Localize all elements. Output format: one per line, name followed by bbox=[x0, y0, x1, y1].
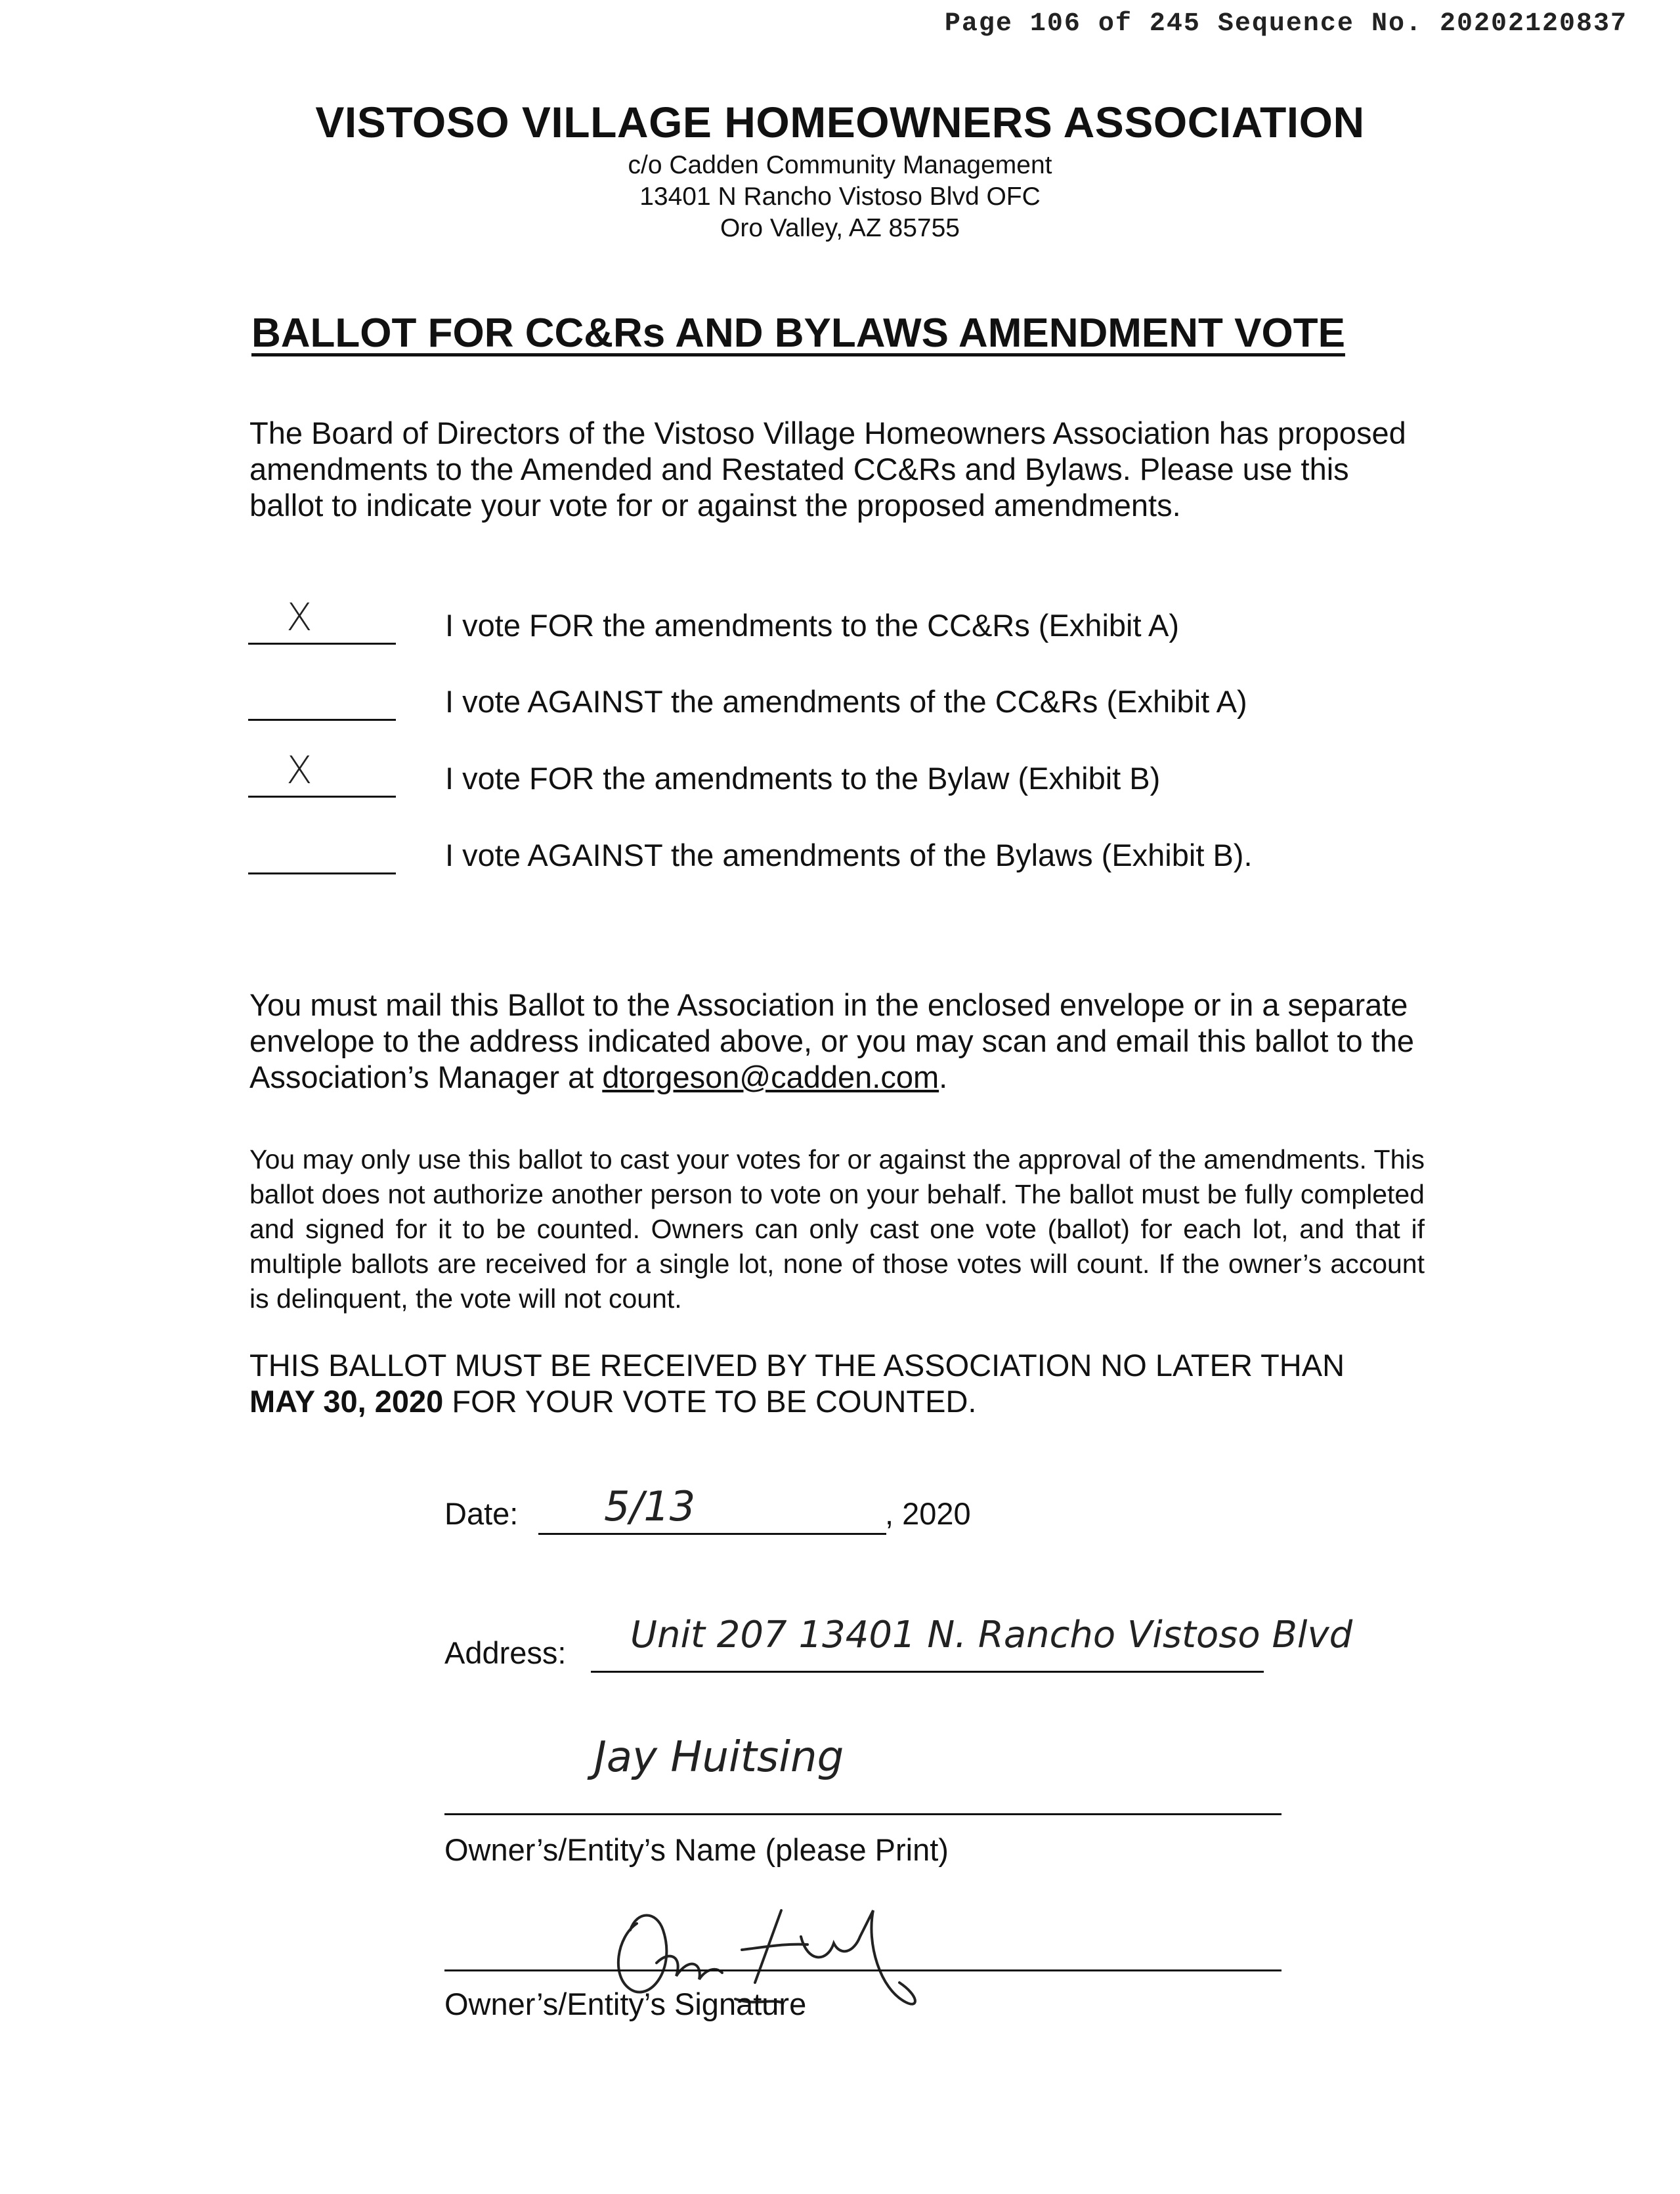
vote-option-label: I vote FOR the amendments to the CC&Rs (Exhibit A) bbox=[445, 608, 1179, 643]
signature-field[interactable] bbox=[444, 1969, 1282, 1971]
date-handwritten-value: 5/13 bbox=[604, 1482, 696, 1530]
date-field[interactable] bbox=[538, 1533, 886, 1535]
address-line-care-of: c/o Cadden Community Management bbox=[628, 151, 1052, 179]
address-handwritten-value: Unit 207 13401 N. Rancho Vistoso Blvd bbox=[630, 1614, 1353, 1656]
mail-instructions-text: You must mail this Ballot to the Association in the enclosed envelope or in a separate envelope to the address indicated above, or you may scan and email this ballot to the Association’s Manager at bbox=[249, 987, 1415, 1094]
vote-option-against-bylaws[interactable] bbox=[248, 828, 1430, 874]
vote-checkline[interactable] bbox=[248, 756, 396, 798]
vote-option-for-bylaws[interactable] bbox=[248, 748, 1430, 798]
vote-option-against-ccrs[interactable] bbox=[248, 675, 1430, 721]
association-title: VISTOSO VILLAGE HOMEOWNERS ASSOCIATION bbox=[315, 98, 1365, 146]
vote-option-label: I vote AGAINST the amendments of the CC&Rs (Exhibit A) bbox=[445, 684, 1247, 719]
manager-email-link[interactable]: dtorgeson@cadden.com bbox=[602, 1060, 939, 1094]
owner-name-field[interactable] bbox=[444, 1813, 1282, 1815]
date-year: , 2020 bbox=[885, 1496, 971, 1531]
vote-option-label: I vote FOR the amendments to the Bylaw (Exhibit B) bbox=[445, 761, 1161, 796]
mail-instructions-end: . bbox=[939, 1060, 948, 1094]
vote-mark: X bbox=[286, 748, 312, 792]
vote-option-label: I vote AGAINST the amendments of the Bylaws (Exhibit B). bbox=[445, 838, 1253, 872]
owner-name-handwritten-value: Jay Huitsing bbox=[594, 1733, 844, 1782]
mail-instructions bbox=[249, 987, 1425, 1095]
intro-paragraph: The Board of Directors of the Vistoso Village Homeowners Association has proposed amendments to the Amended and Restated CC&Rs and Bylaws. Please use this ballot to indicate your vote for or against the proposed amendments. bbox=[249, 416, 1406, 523]
address-field[interactable] bbox=[591, 1671, 1264, 1673]
address-line-street: 13401 N Rancho Vistoso Blvd OFC bbox=[639, 183, 1041, 211]
voting-rules: You may only use this ballot to cast your votes for or against the approval of the amendments. This ballot does not authorize another person to vote on your behalf. The ballot must be fully completed and signed for it to be counted. Owners can only cast one vote (ballot) for each lot, and that if multiple ballots are received for a single lot, none of those votes will count. If the owner’s account is delinquent, the vote will not count. bbox=[249, 1144, 1425, 1314]
vote-checkline[interactable] bbox=[248, 833, 396, 874]
deadline-line-2: FOR YOUR VOTE TO BE COUNTED. bbox=[443, 1384, 977, 1419]
address-line-city: Oro Valley, AZ 85755 bbox=[720, 214, 960, 242]
deadline-line-1: THIS BALLOT MUST BE RECEIVED BY THE ASSOCIATION NO LATER THAN bbox=[249, 1348, 1345, 1383]
vote-checkline[interactable] bbox=[248, 603, 396, 645]
date-label: Date: bbox=[444, 1496, 519, 1531]
ballot-title: BALLOT FOR CC&Rs AND BYLAWS AMENDMENT VOTE bbox=[251, 311, 1345, 356]
vote-mark: X bbox=[286, 595, 312, 639]
vote-checkline[interactable] bbox=[248, 679, 396, 721]
deadline-date: MAY 30, 2020 bbox=[249, 1384, 444, 1419]
owner-name-label: Owner’s/Entity’s Name (please Print) bbox=[444, 1832, 949, 1867]
signature-label: Owner’s/Entity’s Signature bbox=[444, 1987, 807, 2021]
address-label: Address: bbox=[444, 1635, 567, 1670]
page-sequence-stamp: Page 106 of 245 Sequence No. 20202120837 bbox=[944, 9, 1627, 39]
deadline-notice bbox=[249, 1347, 1425, 1419]
vote-option-for-ccrs[interactable] bbox=[248, 595, 1430, 645]
